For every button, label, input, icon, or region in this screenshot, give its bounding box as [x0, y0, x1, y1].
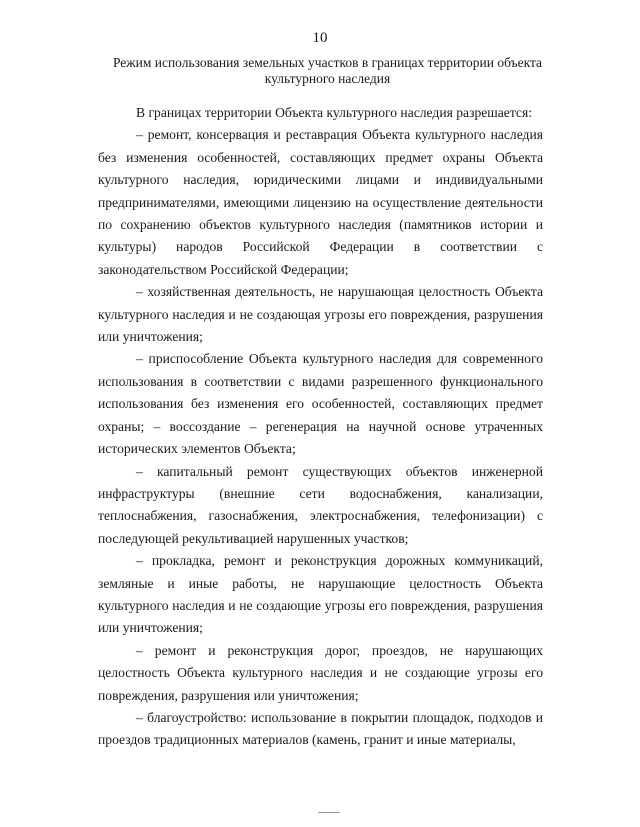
scan-mark	[318, 812, 340, 813]
section-title: Режим использования земельных участков в границах территории объекта культурного наследия	[112, 55, 543, 86]
page-number: 10	[312, 30, 328, 46]
paragraph-1: – ремонт, консервация и реставрация Объекта культурного наследия без изменения особенностей, составляющих предмет охраны Объекта культурного наследия, юридическими лицами и индивидуальными предпринимателями, имеющими лицензию на осуществление деятельности по сохранению объектов культурного наследия (памятников истории и культуры) народов Российской Федерации в соответствии с законодательством Российской Федерации;	[98, 127, 543, 277]
paragraph-5: – прокладка, ремонт и реконструкция дорожных коммуникаций, земляные и иные работы, не нарушающие целостность Объекта культурного наследия и не создающие угрозы его повреждения, разрушения или уничтожения;	[98, 553, 543, 636]
paragraph-2: – хозяйственная деятельность, не нарушающая целостность Объекта культурного наследия и не создающая угрозы его повреждения, разрушения или уничтожения;	[98, 284, 543, 345]
paragraph-7: – благоустройство: использование в покрытии площадок, подходов и проездов традиционных материалов (камень, гранит и иные материалы,	[98, 709, 543, 748]
intro-paragraph: В границах территории Объекта культурного наследия разрешается:	[136, 105, 532, 120]
paragraph-4: – капитальный ремонт существующих объектов инженерной инфраструктуры (внешние сети водоснабжения, канализации, теплоснабжения, газоснабжения, электроснабжения, телефонизации) с последующей рекультивацией нарушенных участков;	[98, 463, 543, 546]
document-body	[98, 102, 543, 752]
paragraph-3: – приспособление Объекта культурного наследия для современного использования в соответствии с видами разрешенного функционального использования без изменения его особенностей, составляющих предмет охраны; – воссоздание – регенерация на научной основе утраченных исторических элементов Объекта;	[98, 351, 543, 457]
paragraph-6: – ремонт и реконструкция дорог, проездов, не нарушающих целостность Объекта культурного наследия и не создающие угрозы его повреждения, разрушения или уничтожения;	[98, 642, 543, 703]
